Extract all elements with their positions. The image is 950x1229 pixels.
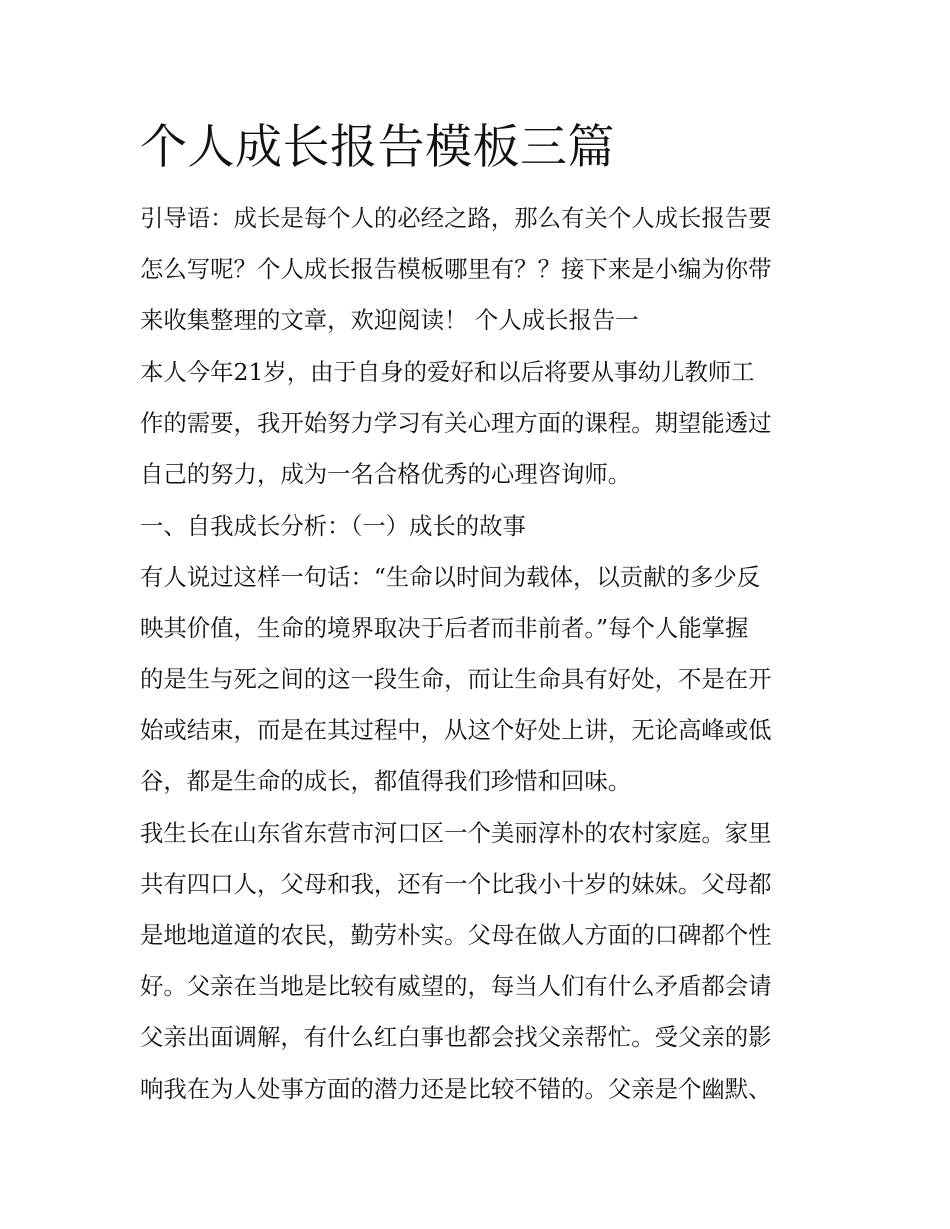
body-line-13: 我生长在山东省东营市河口区一个美丽淳朴的农村家庭。家里: [140, 819, 772, 847]
body-line-18: 响我在为人处事方面的潜力还是比较不错的。父亲是个幽默、: [140, 1075, 772, 1103]
body-line-9: 映其价值，生命的境界取决于后者而非前者。”每个人能掌握: [140, 614, 749, 642]
body-line-2: 怎么写呢？个人成长报告模板哪里有？？接下来是小编为你带: [140, 255, 772, 283]
section-heading: 一、自我成长分析：（一）成长的故事: [140, 512, 526, 540]
body-line-4: 本人今年21岁，由于自身的爱好和以后将要从事幼儿教师工: [140, 358, 755, 386]
body-line-16: 好。父亲在当地是比较有威望的，每当人们有什么矛盾都会请: [140, 972, 772, 1000]
body-line-10: 的是生与死之间的这一段生命，而让生命具有好处，不是在开: [140, 665, 772, 693]
body-line-12: 谷，都是生命的成长，都值得我们珍惜和回味。: [140, 767, 632, 795]
body-line-11: 始或结束，而是在其过程中，从这个好处上讲，无论高峰或低: [140, 716, 772, 744]
body-line-15: 是地地道道的农民，勤劳朴实。父母在做人方面的口碑都个性: [140, 921, 772, 949]
document-title: 个人成长报告模板三篇: [140, 120, 615, 175]
body-line-17: 父亲出面调解，有什么红白事也都会找父亲帮忙。受父亲的影: [140, 1023, 772, 1051]
body-line-3: 来收集整理的文章，欢迎阅读！ 个人成长报告一: [140, 306, 639, 334]
body-line-14: 共有四口人，父母和我，还有一个比我小十岁的妹妹。父母都: [140, 870, 772, 898]
body-line-6: 自己的努力，成为一名合格优秀的心理咨询师。: [140, 460, 632, 488]
body-line-5: 作的需要，我开始努力学习有关心理方面的课程。期望能透过: [140, 409, 772, 437]
body-line-1: 引导语：成长是每个人的必经之路，那么有关个人成长报告要: [140, 204, 772, 232]
body-line-8: 有人说过这样一句话：“生命以时间为载体，以贡献的多少反: [140, 563, 761, 591]
